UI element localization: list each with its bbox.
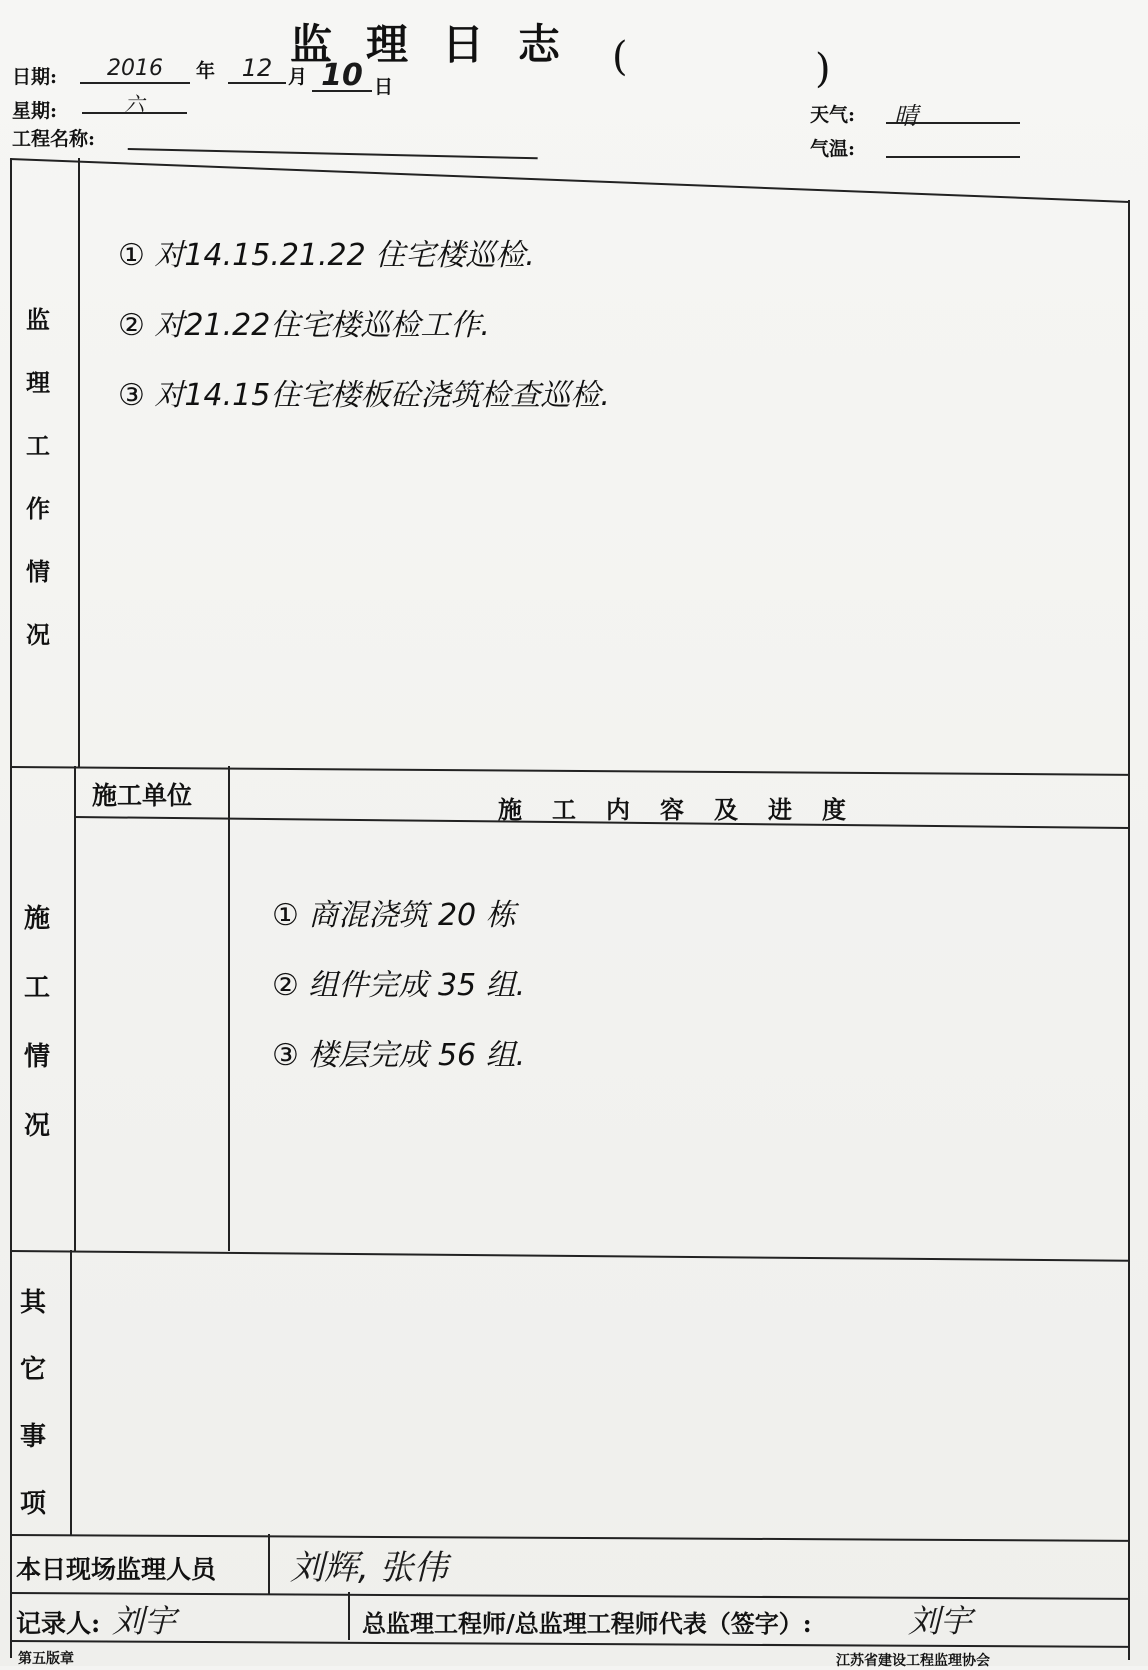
header-char: 度 xyxy=(822,795,846,824)
label-column-divider-3 xyxy=(70,1250,72,1536)
staff-label: 本日现场监理人员 xyxy=(16,1555,217,1584)
header-char: 内 xyxy=(606,795,630,824)
project-label: 工程名称: xyxy=(12,128,96,150)
title-char: 监 xyxy=(290,20,339,69)
label-char: 作 xyxy=(26,494,50,523)
construction-item: ② 组件完成 35 组. xyxy=(272,968,526,1003)
header-char: 施 xyxy=(498,795,522,824)
temp-label: 气温: xyxy=(810,138,856,160)
chief-signature: 刘宇 xyxy=(908,1602,973,1640)
construction-label xyxy=(24,898,50,1142)
header-char: 容 xyxy=(660,795,684,824)
construction-item: ③ 楼层完成 56 组. xyxy=(272,1038,526,1073)
label-char: 监 xyxy=(26,305,50,334)
header-char: 工 xyxy=(552,795,576,824)
supervision-item: ③ 对14.15住宅楼板砼浇筑检查巡检. xyxy=(118,378,610,413)
date-label: 日期: xyxy=(12,66,58,88)
label-char: 理 xyxy=(26,368,50,397)
date-month: 12 xyxy=(228,54,286,84)
title-char: 日 xyxy=(442,20,491,69)
section-divider-construction xyxy=(10,766,1130,776)
staff-signature: 刘辉, 张伟 xyxy=(290,1548,448,1588)
other-content xyxy=(100,1280,1100,1510)
recorder-divider xyxy=(348,1592,350,1640)
title-paren-open: ( xyxy=(612,34,628,80)
staff-divider xyxy=(268,1534,270,1594)
title-char: 志 xyxy=(518,20,567,69)
year-label: 年 xyxy=(196,60,216,82)
unit-column-divider xyxy=(228,766,230,1251)
section-divider-other xyxy=(10,1250,1130,1262)
label-char: 工 xyxy=(26,431,50,460)
footer-line-1 xyxy=(10,1534,1130,1542)
unit-value xyxy=(90,840,210,870)
label-column-divider-2 xyxy=(74,766,76,1251)
content-header xyxy=(498,790,846,825)
page-note: 第五版章 xyxy=(18,1651,74,1667)
label-char: 况 xyxy=(26,620,50,649)
label-char: 工 xyxy=(24,973,51,1003)
title-paren-close: ) xyxy=(815,46,831,92)
recorder-label: 记录人: xyxy=(16,1609,101,1638)
project-value xyxy=(128,126,538,159)
weather-label: 天气: xyxy=(810,104,856,126)
month-label: 月 xyxy=(288,66,308,88)
supervision-item: ② 对21.22住宅楼巡检工作. xyxy=(118,308,490,343)
label-char: 情 xyxy=(26,557,50,586)
label-char: 项 xyxy=(20,1489,47,1519)
unit-header: 施工单位 xyxy=(92,781,193,810)
chief-label: 总监理工程师/总监理工程师代表（签字）: xyxy=(362,1609,812,1638)
label-column-divider-1 xyxy=(78,158,80,768)
weather-value: 晴 xyxy=(886,96,1020,124)
temp-value xyxy=(886,130,1020,158)
day-label: 日 xyxy=(374,76,394,98)
construction-item: ① 商混浇筑 20 栋 xyxy=(272,898,516,933)
label-char: 情 xyxy=(24,1042,51,1072)
construction-content xyxy=(272,890,525,1100)
supervision-content xyxy=(118,230,610,440)
frame-left xyxy=(10,158,12,1658)
recorder-signature: 刘宇 xyxy=(112,1602,177,1640)
supervision-label xyxy=(26,300,50,650)
weekday-label: 星期: xyxy=(12,100,58,122)
header-char: 及 xyxy=(714,795,738,824)
label-char: 其 xyxy=(20,1288,47,1318)
label-char: 况 xyxy=(24,1111,51,1141)
frame-right xyxy=(1128,200,1130,1660)
header-char: 进 xyxy=(768,795,792,824)
label-char: 施 xyxy=(24,904,51,934)
label-char: 事 xyxy=(20,1422,47,1452)
weekday-value: 六 xyxy=(82,88,187,114)
frame-top xyxy=(10,158,1129,203)
title-char: 理 xyxy=(366,20,415,69)
publisher-note: 江苏省建设工程监理协会 xyxy=(836,1653,990,1669)
date-year: 2016 xyxy=(80,56,190,84)
supervision-item: ① 对14.15.21.22 住宅楼巡检. xyxy=(118,238,535,273)
date-day: 10 xyxy=(312,58,372,92)
other-label xyxy=(20,1282,46,1520)
label-char: 它 xyxy=(20,1355,47,1385)
